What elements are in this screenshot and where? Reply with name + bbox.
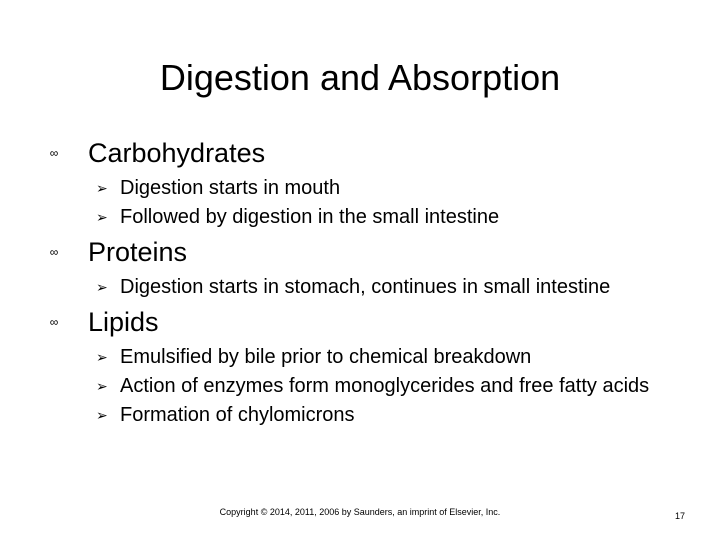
- list-item: [44, 176, 684, 200]
- arrowhead-bullet-icon: ➢: [96, 349, 108, 365]
- page-number: 17: [674, 511, 685, 521]
- point-text: Digestion starts in mouth: [120, 177, 341, 199]
- point-list: [44, 275, 684, 299]
- section-heading-row: [44, 305, 684, 339]
- arrowhead-bullet-icon: ➢: [96, 279, 108, 295]
- point-text: Emulsified by bile prior to chemical breakdown: [120, 346, 532, 368]
- section-heading: Proteins: [88, 237, 188, 267]
- infinity-bullet-icon: ∞: [49, 245, 59, 259]
- section-heading-row: [44, 136, 684, 170]
- section-lipids: [44, 305, 684, 427]
- infinity-bullet-icon: ∞: [49, 315, 59, 329]
- point-text: Followed by digestion in the small intestine: [120, 206, 500, 228]
- slide-title: Digestion and Absorption: [159, 57, 561, 98]
- point-text: Digestion starts in stomach, continues in small intestine: [120, 276, 611, 298]
- list-item: [44, 403, 684, 427]
- arrowhead-bullet-icon: ➢: [96, 180, 108, 196]
- list-item: [44, 345, 684, 369]
- list-item: [44, 205, 684, 229]
- point-text: Action of enzymes form monoglycerides and free fatty acids: [120, 375, 650, 397]
- arrowhead-bullet-icon: ➢: [96, 209, 108, 225]
- section-proteins: [44, 235, 684, 299]
- section-heading: Lipids: [88, 307, 159, 337]
- section-heading: Carbohydrates: [88, 138, 266, 168]
- section-heading-row: [44, 235, 684, 269]
- point-list: [44, 176, 684, 229]
- list-item: [44, 374, 684, 398]
- slide-content: [44, 136, 684, 433]
- infinity-bullet-icon: ∞: [49, 146, 59, 160]
- list-item: [44, 275, 684, 299]
- copyright-footer: Copyright © 2014, 2011, 2006 by Saunders, an imprint of Elsevier, Inc.: [219, 507, 501, 517]
- point-text: Formation of chylomicrons: [120, 404, 355, 426]
- arrowhead-bullet-icon: ➢: [96, 378, 108, 394]
- point-list: [44, 345, 684, 427]
- section-carbohydrates: [44, 136, 684, 229]
- arrowhead-bullet-icon: ➢: [96, 407, 108, 423]
